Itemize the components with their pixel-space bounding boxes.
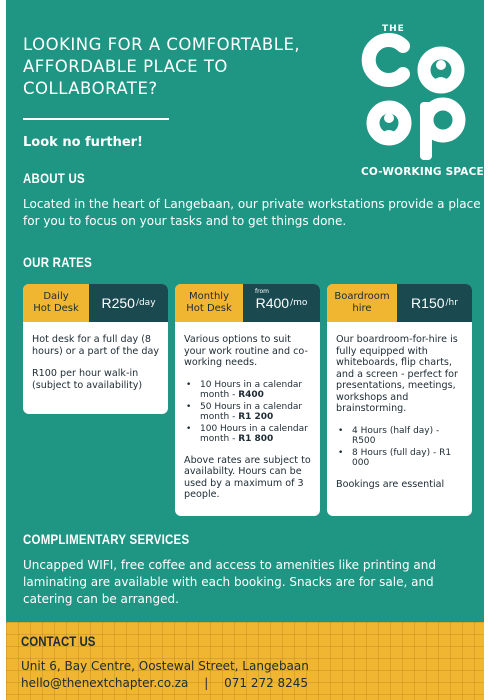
list-item: [184, 424, 312, 445]
contact-address: Unit 6, Bay Centre, Oostewal Street, Langebaan: [21, 659, 309, 673]
divider: [23, 118, 169, 120]
price-amount: R250: [101, 295, 135, 311]
rate-card-label-line-2: hire: [352, 303, 372, 314]
option-text: 4 Hours (half day) - R500: [352, 425, 440, 446]
contact-separator: |: [204, 676, 209, 690]
list-item: [184, 402, 312, 423]
logo-tagline: CO-WORKING SPACE: [361, 166, 484, 178]
about-text: Located in the heart of Langebaan, our private workstations provide a place for you to focus on your tasks and to get things done.: [23, 197, 481, 228]
coop-logo: [355, 20, 484, 188]
rate-card-label: [175, 284, 243, 322]
rate-card-note: R100 per hour walk-in (subject to availability): [32, 368, 143, 391]
rate-card-label: [23, 284, 89, 322]
rate-card-description: Our boardroom-for-hire is fully equipped with whiteboards, flip charts, and a screen - perfect for presentations, meetings, workshops and brainstorming.: [336, 334, 458, 414]
price-amount: R150: [411, 295, 445, 311]
headline: [23, 34, 353, 100]
services-text: Uncapped WIFI, free coffee and access to amenities like printing and laminating are available with each booking. Snacks are for sale, and catering can be arranged.: [23, 558, 437, 606]
coop-logo-mark: [355, 20, 475, 160]
rate-card-label: [327, 284, 397, 322]
list-item: [336, 426, 464, 447]
headline-line-2: AFFORDABLE PLACE TO: [23, 57, 228, 76]
price-unit: /hr: [445, 298, 458, 308]
option-price: R400: [238, 390, 264, 400]
rate-card-note: Bookings are essential: [336, 478, 445, 490]
rate-card-description: Hot desk for a full day (8 hours) or a part of the day: [32, 334, 160, 357]
list-item: [336, 448, 464, 469]
price-unit: /day: [135, 298, 156, 308]
rate-card-body: [23, 322, 168, 391]
rate-card-label-line-1: Boardroom: [334, 291, 390, 302]
option-text: 8 Hours (full day) - R1 000: [352, 447, 452, 468]
option-text: 100 Hours in a calendar month -: [200, 423, 308, 444]
list-item: [184, 380, 312, 401]
rate-card-body: [327, 322, 472, 490]
contact-heading: CONTACT US: [21, 633, 96, 649]
contact-email[interactable]: hello@thenextchapter.co.za: [21, 676, 189, 690]
headline-line-1: LOOKING FOR A COMFORTABLE,: [23, 35, 301, 54]
rate-card-header: [175, 284, 320, 322]
price-amount: R400: [255, 295, 290, 311]
rate-card-label-line-2: Hot Desk: [33, 303, 79, 314]
logo-the-text: THE: [382, 24, 405, 34]
rate-card-label-line-1: Daily: [43, 291, 69, 302]
rate-card-description: Various options to suit your work routine and co-working needs.: [184, 334, 308, 368]
rate-card-boardroom-hire: [327, 284, 472, 516]
rate-card-price: [397, 284, 472, 322]
services-heading: COMPLIMENTARY SERVICES: [23, 531, 190, 547]
rate-options-list: [184, 380, 312, 445]
contact-phone[interactable]: 071 272 8245: [224, 676, 309, 690]
option-price: R1 200: [238, 412, 274, 422]
rate-card-price: [89, 284, 168, 322]
rate-card-note: Above rates are subject to availabilty. Hours can be used by a maximum of 3 people.: [184, 454, 311, 500]
price-from: from: [255, 288, 269, 295]
contact-details: [21, 676, 308, 690]
rate-card-header: [327, 284, 472, 322]
rate-card-header: [23, 284, 168, 322]
headline-line-3: COLLABORATE?: [23, 79, 158, 98]
rate-card-label-line-2: Hot Desk: [186, 303, 232, 314]
option-text: 50 Hours in a calendar month -: [200, 401, 303, 422]
rate-card-daily-hot-desk: [23, 284, 168, 414]
about-heading: ABOUT US: [23, 170, 85, 186]
option-text: 10 Hours in a calendar month -: [200, 379, 303, 400]
rates-heading: OUR RATES: [23, 254, 92, 270]
rate-card-body: [175, 322, 320, 501]
rate-options-list: [336, 426, 464, 469]
rate-card-monthly-hot-desk: [175, 284, 320, 516]
option-price: R1 800: [238, 434, 274, 444]
subheadline: Look no further!: [23, 135, 143, 150]
rate-card-label-line-1: Monthly: [188, 291, 230, 302]
rate-card-price: [243, 284, 320, 322]
price-unit: /mo: [290, 298, 308, 308]
